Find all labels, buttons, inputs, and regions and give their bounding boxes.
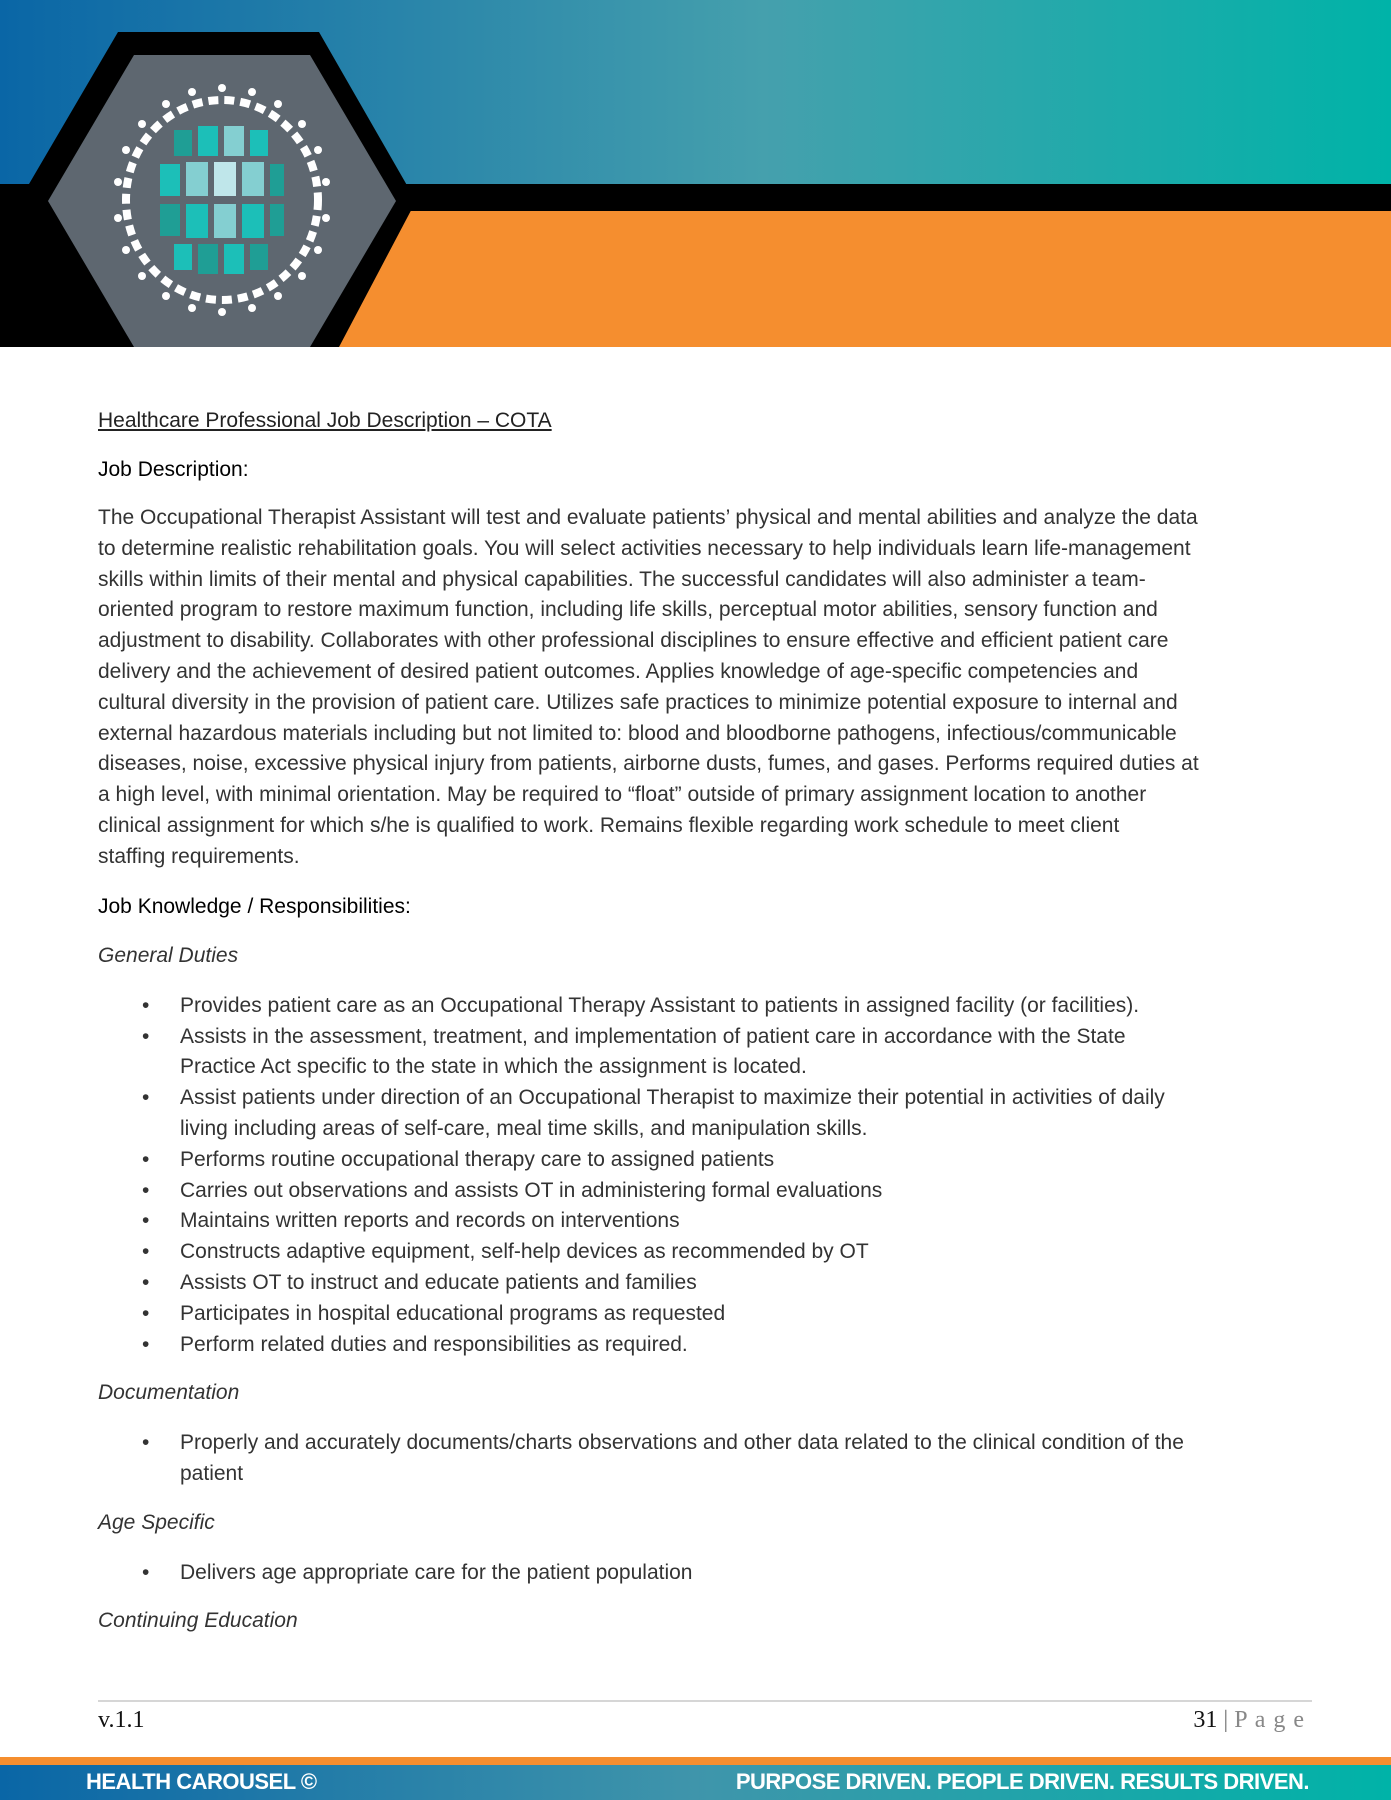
paragraph-line: adjustment to disability. Collaborates with other professional disciplines to ensure effective and efficient patient care [98, 629, 1169, 653]
bullet-icon: • [142, 1240, 150, 1264]
list-item-text: Constructs adaptive equipment, self-help devices as recommended by OT [180, 1240, 869, 1264]
list-item [98, 1299, 1184, 1330]
responsibilities-heading: Job Knowledge / Responsibilities: [98, 895, 411, 918]
paragraph-line: cultural diversity in the provision of patient care. Utilizes safe practices to minimize potential exposure to internal and [98, 690, 1178, 714]
bullet-list [98, 1558, 1184, 1589]
list-item [98, 1428, 1184, 1490]
bullet-icon: • [142, 1209, 150, 1233]
list-item-text: Assists in the assessment, treatment, and implementation of patient care in accordance with the State [180, 1024, 1126, 1048]
list-item [98, 991, 1184, 1022]
list-item-text: Practice Act specific to the state in which the assignment is located. [180, 1055, 807, 1079]
list-item [98, 1237, 1184, 1268]
list-item-text: Participates in hospital educational programs as requested [180, 1301, 726, 1325]
list-item-text: Carries out observations and assists OT in administering formal evaluations [180, 1178, 883, 1202]
page-number: 31 [1193, 1707, 1218, 1733]
header-banner [0, 0, 1391, 347]
bullet-icon: • [142, 1024, 150, 1048]
bullet-list [98, 991, 1184, 1361]
bullet-icon: • [142, 1301, 150, 1325]
list-item [98, 1206, 1184, 1237]
job-description-paragraph [98, 503, 1199, 873]
page-separator: | [1223, 1707, 1229, 1733]
list-item [98, 1268, 1184, 1299]
list-item-text: Maintains written reports and records on interventions [180, 1209, 680, 1233]
paragraph-line: clinical assignment for which s/he is qualified to work. Remains flexible regarding work schedule to meet client [98, 813, 1120, 837]
bullet-icon: • [142, 1431, 150, 1455]
bullet-icon: • [142, 1086, 150, 1110]
bullet-icon: • [142, 1270, 150, 1294]
paragraph-line: delivery and the achievement of desired patient outcomes. Applies knowledge of age-specific competencies and [98, 659, 1139, 683]
paragraph-line: skills within limits of their mental and physical capabilities. The successful candidates will also administer a team- [98, 567, 1146, 591]
paragraph-line: diseases, noise, excessive physical injury from patients, airborne dusts, fumes, and gases. Performs required duties at [98, 752, 1199, 776]
document-title: Healthcare Professional Job Description – COTA [98, 409, 552, 432]
bullet-icon: • [142, 1560, 150, 1584]
bullet-icon: • [142, 1332, 150, 1356]
list-item-text: patient [180, 1461, 244, 1485]
paragraph-line: external hazardous materials including but not limited to: blood and bloodborne pathogens, infectious/communicable [98, 721, 1177, 745]
responsibility-sections [98, 941, 1184, 1637]
footer-brand-strip [0, 1765, 1391, 1800]
list-item [98, 1145, 1184, 1176]
version-label: v.1.1 [98, 1707, 145, 1733]
page-indicator [1193, 1707, 1305, 1734]
paragraph-line: to determine realistic rehabilitation goals. You will select activities necessary to help individuals learn life-management [98, 536, 1191, 560]
list-item-text: Properly and accurately documents/charts observations and other data related to the clinical condition of the [180, 1431, 1184, 1455]
paragraph-line: staffing requirements. [98, 844, 300, 868]
paragraph-line: oriented program to restore maximum function, including life skills, perceptual motor abilities, sensory function and [98, 598, 1158, 622]
footer-orange-strip [0, 1757, 1391, 1765]
section-title: Continuing Education [98, 1609, 298, 1633]
list-item [98, 1022, 1184, 1084]
list-item-text: Provides patient care as an Occupational Therapy Assistant to patients in assigned facility (or facilities). [180, 993, 1140, 1017]
bullet-list [98, 1428, 1184, 1490]
list-item-text: living including areas of self-care, meal time skills, and manipulation skills. [180, 1116, 868, 1140]
company-name: HEALTH CAROUSEL © [86, 1769, 317, 1794]
footer-divider [98, 1700, 1312, 1702]
page-label: P a g e [1234, 1707, 1305, 1733]
list-item-text: Perform related duties and responsibilities as required. [180, 1332, 688, 1356]
list-item [98, 1176, 1184, 1207]
section-title: General Duties [98, 944, 239, 967]
list-item-text: Assists OT to instruct and educate patients and families [180, 1270, 697, 1294]
paragraph-line: a high level, with minimal orientation. May be required to “float” outside of primary assignment location to another [98, 783, 1147, 807]
job-description-heading: Job Description: [98, 458, 249, 481]
list-item-text: Delivers age appropriate care for the patient population [180, 1560, 693, 1584]
section-title: Documentation [98, 1381, 240, 1405]
list-item [98, 1083, 1184, 1145]
section-title: Age Specific [98, 1510, 215, 1534]
bullet-icon: • [142, 1147, 150, 1171]
paragraph-line: The Occupational Therapist Assistant will test and evaluate patients’ physical and mental abilities and analyze the data [98, 506, 1198, 529]
list-item [98, 1558, 1184, 1589]
bullet-icon: • [142, 993, 150, 1017]
list-item-text: Performs routine occupational therapy care to assigned patients [180, 1147, 775, 1171]
company-tagline: PURPOSE DRIVEN. PEOPLE DRIVEN. RESULTS DRIVEN. [735, 1769, 1309, 1794]
bullet-icon: • [142, 1178, 150, 1202]
list-item-text: Assist patients under direction of an Occupational Therapist to maximize their potential in activities of daily [180, 1086, 1165, 1110]
list-item [98, 1330, 1184, 1361]
